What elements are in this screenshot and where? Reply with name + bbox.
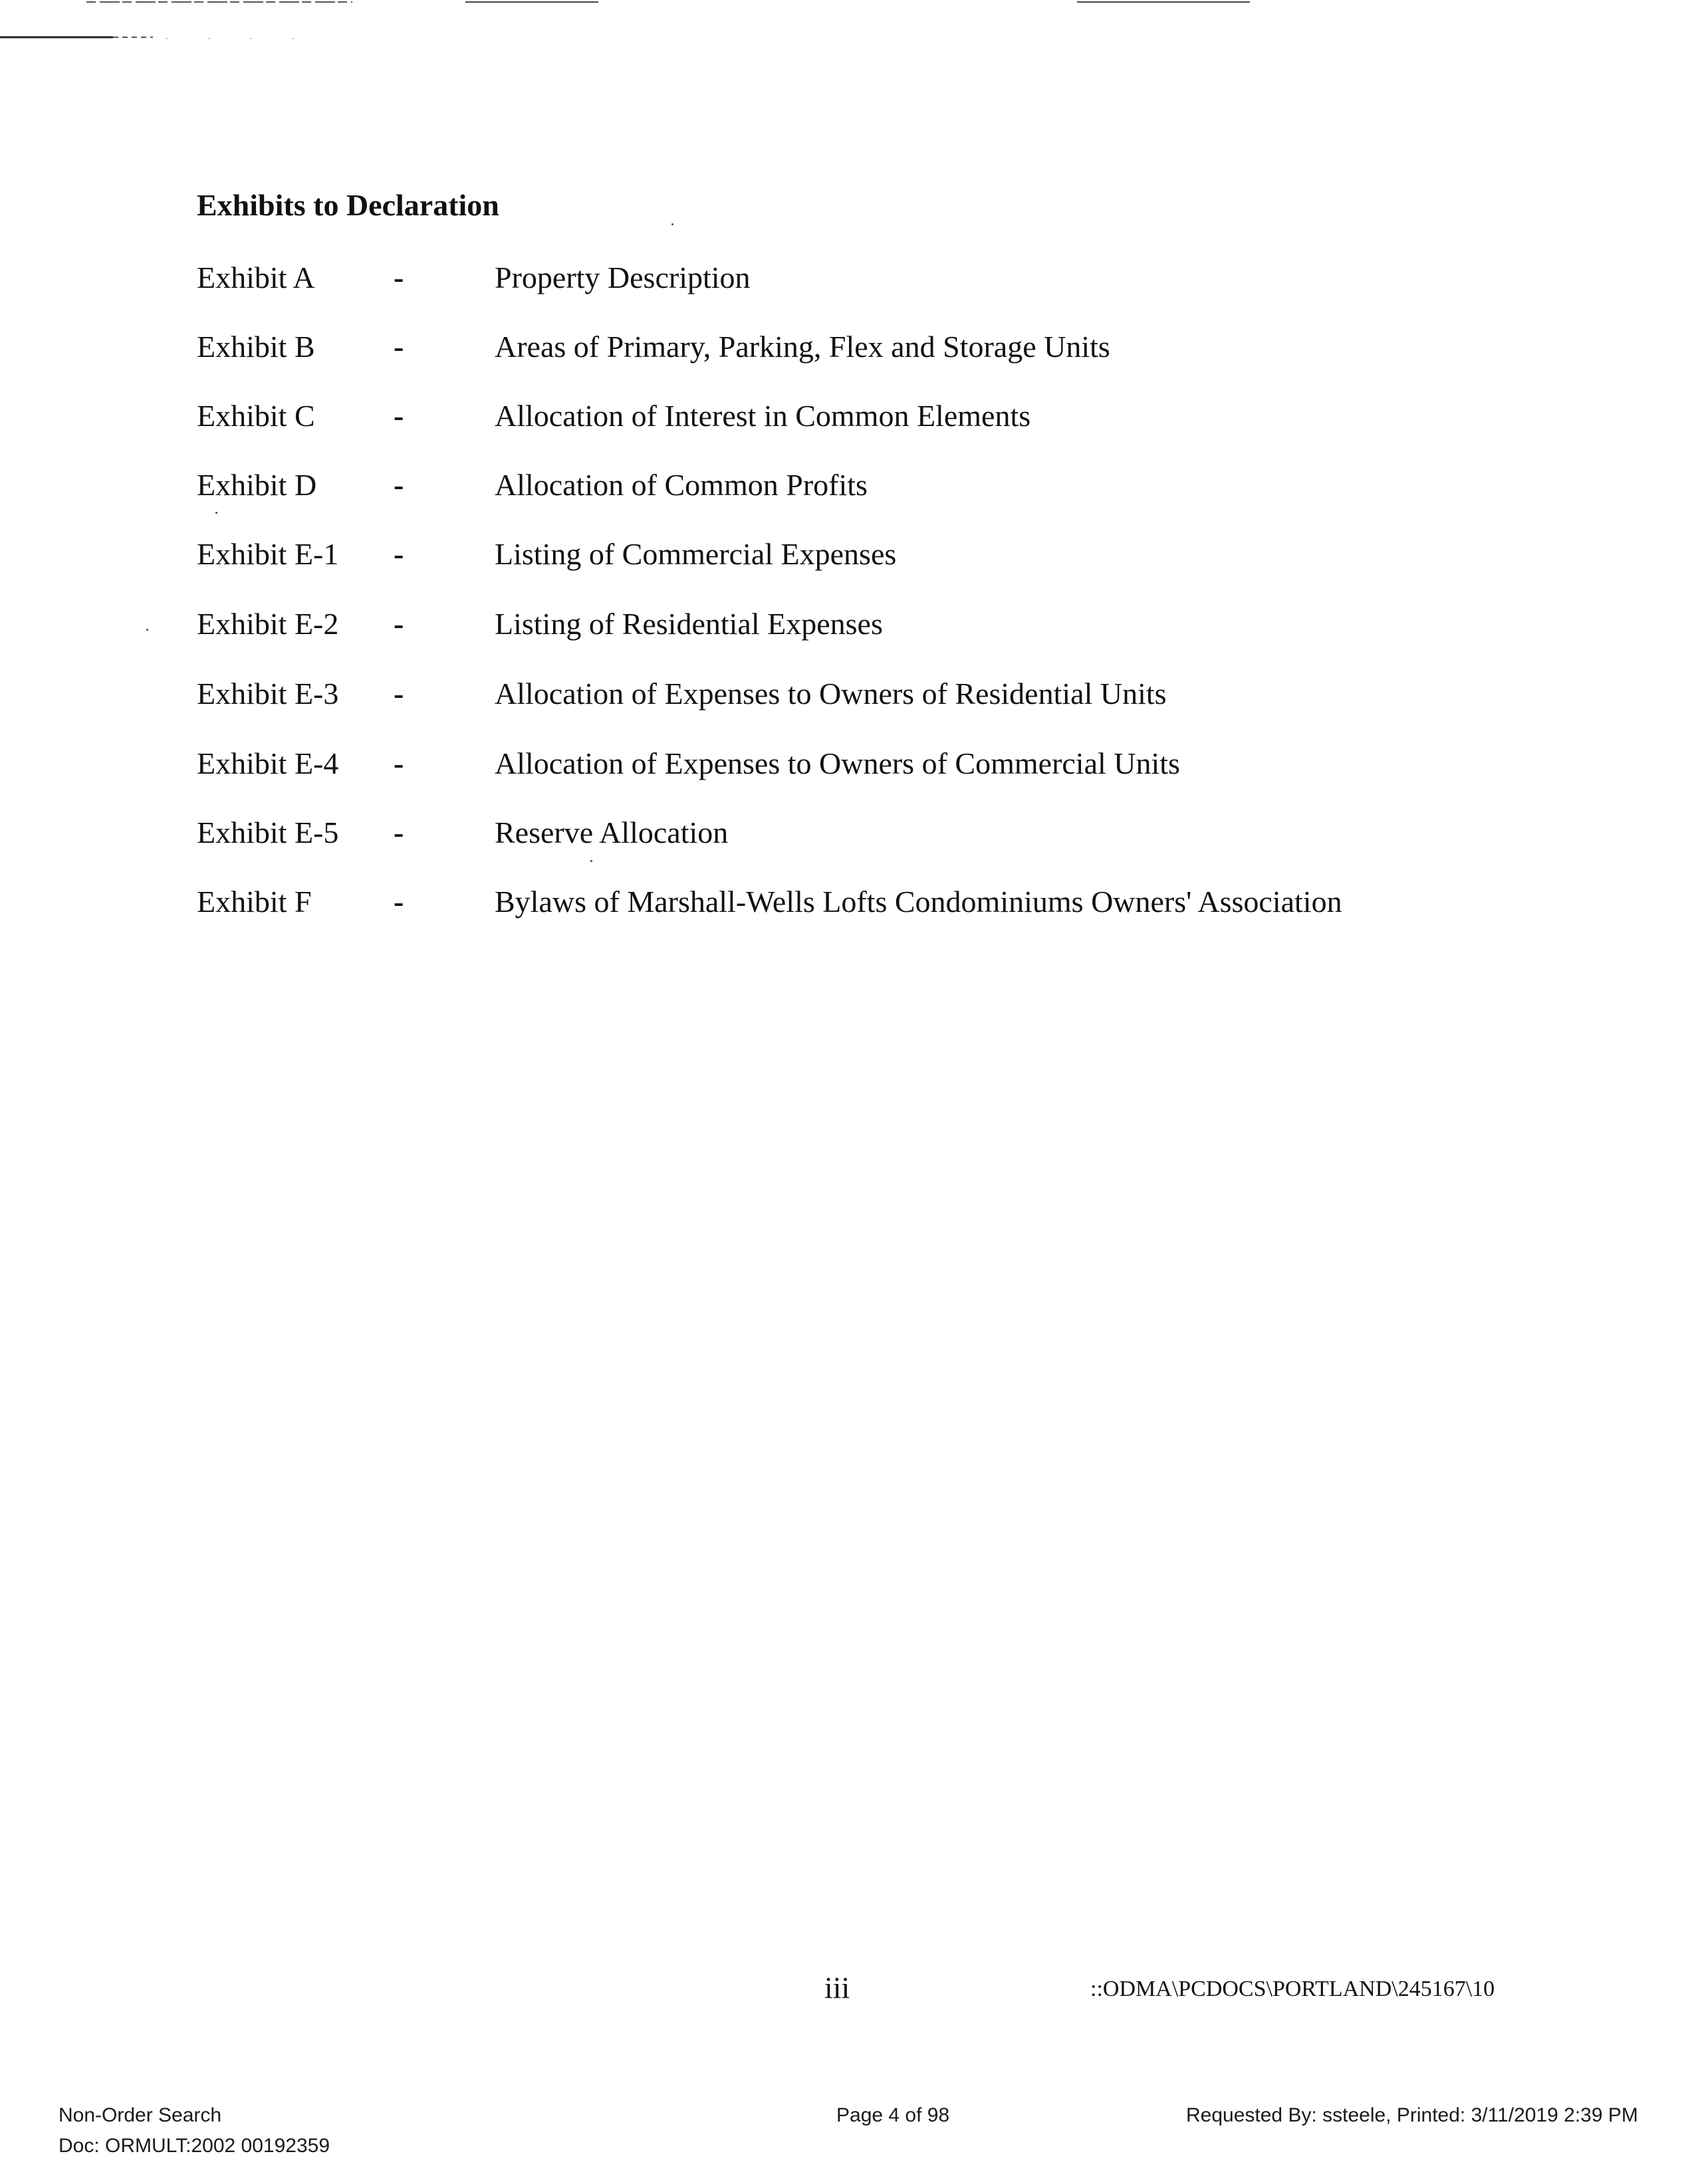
- exhibit-row: [197, 396, 1626, 436]
- exhibit-label: Exhibit E-5: [197, 816, 339, 849]
- exhibit-row: [197, 882, 1626, 922]
- exhibit-label: Exhibit E-2: [197, 607, 339, 641]
- exhibit-row: [197, 534, 1626, 574]
- exhibit-label: Exhibit E-3: [197, 677, 339, 710]
- exhibit-row: [197, 258, 1626, 298]
- exhibit-dash: -: [394, 261, 404, 294]
- exhibit-dash: -: [394, 677, 404, 710]
- exhibit-dash: -: [394, 816, 404, 849]
- exhibit-label: Exhibit E-1: [197, 537, 339, 571]
- exhibit-label: Exhibit A: [197, 261, 315, 294]
- exhibit-title: Bylaws of Marshall-Wells Lofts Condominiums Owners' Association: [495, 885, 1342, 919]
- exhibit-title: Areas of Primary, Parking, Flex and Storage Units: [495, 330, 1110, 364]
- exhibit-title: Property Description: [495, 261, 751, 294]
- exhibit-title: Allocation of Expenses to Owners of Commercial Units: [495, 746, 1180, 780]
- exhibit-title: Allocation of Interest in Common Elements: [495, 399, 1031, 433]
- footer-requested-by: Requested By: ssteele, Printed: 3/11/2019 2:39 PM: [1186, 2104, 1638, 2126]
- exhibit-title: Reserve Allocation: [495, 816, 729, 849]
- exhibit-label: Exhibit B: [197, 330, 315, 364]
- exhibit-row: [197, 327, 1626, 367]
- scan-speck: [215, 512, 217, 514]
- exhibit-dash: -: [394, 607, 404, 641]
- exhibit-row: [197, 604, 1626, 644]
- exhibit-label: Exhibit D: [197, 468, 317, 502]
- scan-artifact-lines: [0, 0, 1688, 53]
- exhibit-dash: -: [394, 537, 404, 571]
- exhibit-dash: -: [394, 330, 404, 364]
- exhibit-row: [197, 465, 1626, 505]
- exhibit-title: Listing of Commercial Expenses: [495, 537, 897, 571]
- document-path: ::ODMA\PCDOCS\PORTLAND\245167\10: [1090, 1977, 1495, 2001]
- page-number: iii: [824, 1971, 850, 2005]
- exhibit-row: [197, 813, 1626, 853]
- exhibit-dash: -: [394, 399, 404, 433]
- exhibit-title: Allocation of Expenses to Owners of Residential Units: [495, 677, 1167, 710]
- scan-speck: [146, 629, 148, 631]
- document-title: Exhibits to Declaration: [197, 188, 499, 222]
- exhibit-row: [197, 674, 1626, 714]
- footer-doc-id: Doc: ORMULT:2002 00192359: [59, 2135, 330, 2157]
- exhibit-title: Allocation of Common Profits: [495, 468, 868, 502]
- exhibit-label: Exhibit E-4: [197, 746, 339, 780]
- exhibit-title: Listing of Residential Expenses: [495, 607, 883, 641]
- footer-page-info: Page 4 of 98: [836, 2104, 950, 2126]
- scan-speck: [590, 860, 592, 862]
- exhibit-label: Exhibit F: [197, 885, 312, 919]
- exhibit-dash: -: [394, 746, 404, 780]
- exhibit-row: [197, 744, 1626, 784]
- exhibit-label: Exhibit C: [197, 399, 315, 433]
- exhibit-dash: -: [394, 885, 404, 919]
- footer-search-type: Non-Order Search: [59, 2104, 222, 2126]
- scan-speck: [671, 223, 673, 225]
- exhibit-dash: -: [394, 468, 404, 502]
